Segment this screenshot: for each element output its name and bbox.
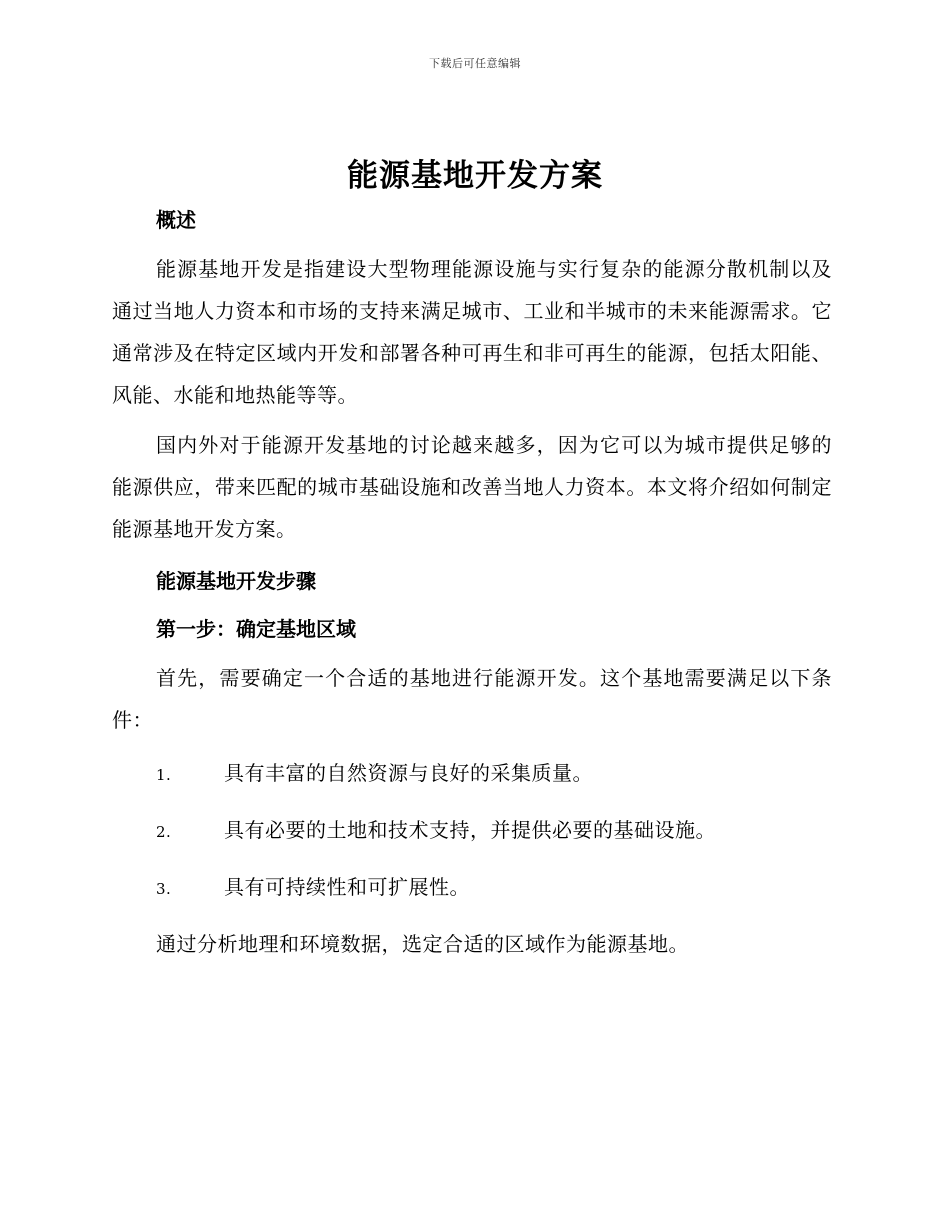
step1-heading: 第一步：确定基地区域 <box>156 617 356 641</box>
list-item-text: 具有必要的土地和技术支持，并提供必要的基础设施。 <box>224 818 716 842</box>
header-note: 下载后可任意编辑 <box>429 57 521 70</box>
step1-closing-paragraph: 通过分析地理和环境数据，选定合适的区域作为能源基地。 <box>156 932 689 956</box>
document-body <box>112 203 832 965</box>
overview-paragraph-1: 能源基地开发是指建设大型物理能源设施与实行复杂的能源分散机制以及通过当地人力资本和市场的支持来满足城市、工业和半城市的未来能源需求。它通常涉及在特定区域内开发和部署各种可再生和非可再生的能源，包括太阳能、风能、水能和地热能等等。 <box>112 257 832 407</box>
document-title: 能源基地开发方案 <box>347 158 603 194</box>
list-item <box>112 809 832 853</box>
list-item <box>112 752 832 796</box>
list-item-number: 3. <box>156 880 172 898</box>
list-item <box>112 866 832 910</box>
list-item-number: 1. <box>156 766 172 784</box>
step1-intro-paragraph: 首先，需要确定一个合适的基地进行能源开发。这个基地需要满足以下条件： <box>112 666 832 732</box>
overview-heading: 概述 <box>156 208 196 232</box>
list-item-text: 具有丰富的自然资源与良好的采集质量。 <box>224 761 593 785</box>
list-item-text: 具有可持续性和可扩展性。 <box>224 875 470 899</box>
conditions-list <box>112 752 832 910</box>
overview-paragraph-2: 国内外对于能源开发基地的讨论越来越多，因为它可以为城市提供足够的能源供应，带来匹配的城市基础设施和改善当地人力资本。本文将介绍如何制定能源基地开发方案。 <box>112 433 832 541</box>
list-item-number: 2. <box>156 823 172 841</box>
steps-heading: 能源基地开发步骤 <box>156 569 316 593</box>
